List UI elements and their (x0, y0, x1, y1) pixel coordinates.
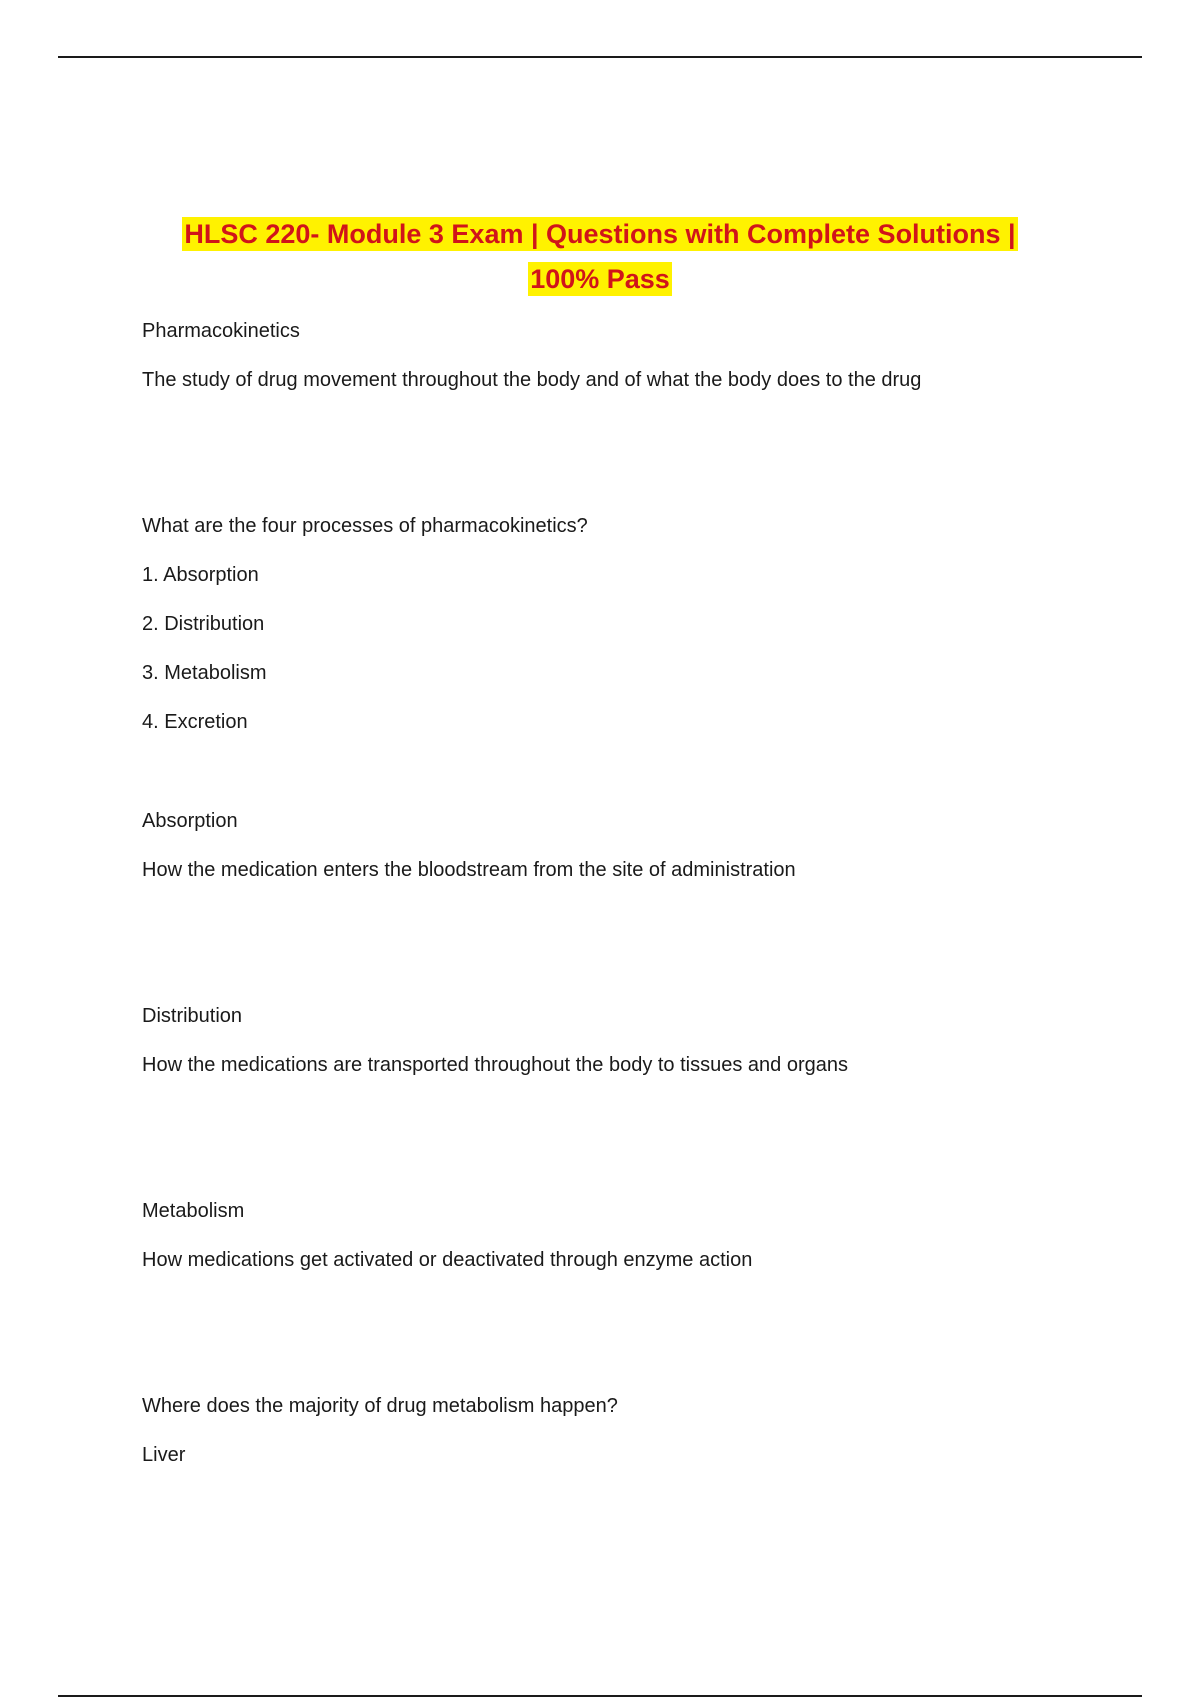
document-title (0, 212, 1200, 302)
definition-absorption: How the medication enters the bloodstream from the site of administration (142, 859, 796, 881)
term-absorption: Absorption (142, 810, 238, 832)
term-metabolism: Metabolism (142, 1200, 245, 1222)
definition-metabolism: How medications get activated or deactivated through enzyme action (142, 1249, 753, 1271)
document-body (142, 318, 1102, 1468)
term-four-processes: What are the four processes of pharmacokinetics? (142, 515, 588, 537)
term-metabolism-location: Where does the majority of drug metabolism happen? (142, 1395, 618, 1417)
header-rule (58, 56, 1142, 58)
definition-pharmacokinetics: The study of drug movement throughout the body and of what the body does to the drug (142, 369, 922, 391)
list-item-metabolism: 3. Metabolism (142, 662, 267, 684)
term-distribution: Distribution (142, 1005, 243, 1027)
term-pharmacokinetics: Pharmacokinetics (142, 320, 300, 342)
list-item-absorption: 1. Absorption (142, 564, 259, 586)
definition-distribution: How the medications are transported throughout the body to tissues and organs (142, 1054, 848, 1076)
list-item-distribution: 2. Distribution (142, 613, 265, 635)
list-item-excretion: 4. Excretion (142, 711, 248, 733)
definition-metabolism-location: Liver (142, 1444, 186, 1466)
title-line-1: HLSC 220- Module 3 Exam | Questions with Complete Solutions | (184, 219, 1016, 249)
footer-rule (58, 1695, 1142, 1697)
title-line-2: 100% Pass (530, 264, 670, 294)
